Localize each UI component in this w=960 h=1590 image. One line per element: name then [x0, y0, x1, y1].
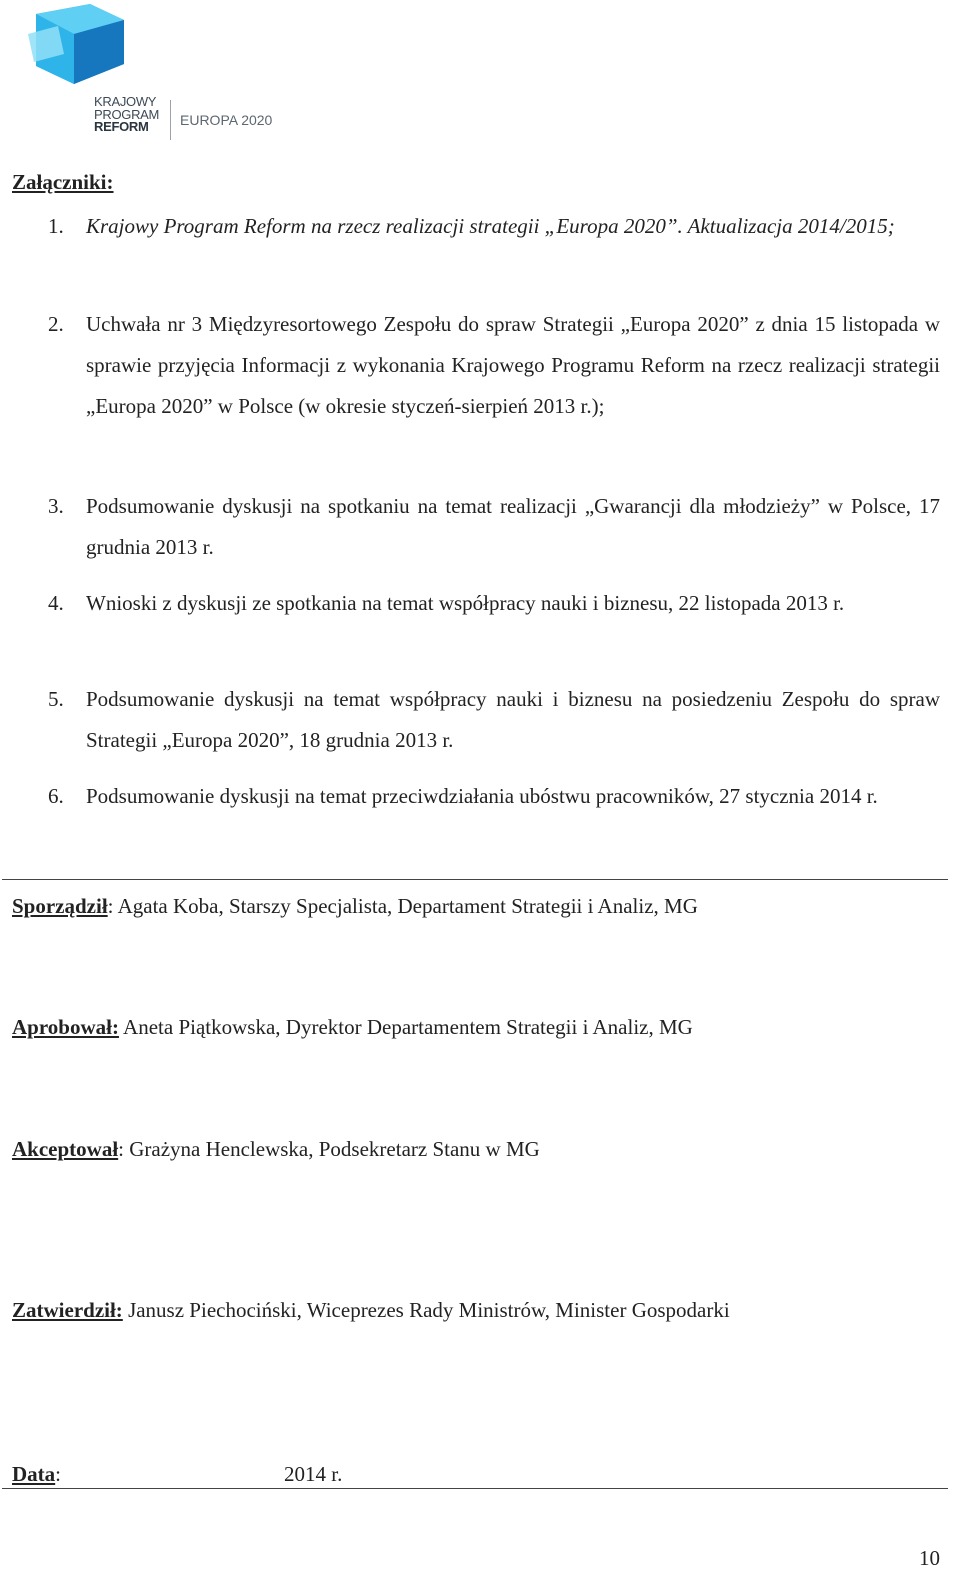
logo-divider — [170, 100, 171, 140]
logo-cube-icon — [28, 4, 138, 99]
list-item: 6. Podsumowanie dyskusji na temat przeciwdziałania ubóstwu pracowników, 27 stycznia 2014 r. — [48, 784, 878, 808]
date-label: Data — [12, 1462, 56, 1486]
approved-by-line — [12, 1015, 693, 1040]
accepted-by-value: : Grażyna Henclewska, Podsekretarz Stanu w MG — [118, 1137, 540, 1161]
list-item: 1. Krajowy Program Reform na rzecz realizacji strategii „Europa 2020”. Aktualizacja 2014/2015; — [48, 214, 895, 238]
list-item: 3. Podsumowanie dyskusji na spotkaniu na temat realizacji „Gwarancji dla młodzieży” w Polsce, 17 grudnia 2013 r. — [48, 494, 940, 559]
date-value: 2014 r. — [284, 1462, 343, 1486]
accepted-by-label: Akceptował — [12, 1137, 119, 1161]
approved-by-label: Aprobował: — [12, 1015, 119, 1039]
approved-by-value: Aneta Piątkowska, Dyrektor Departamentem Strategii i Analiz, MG — [118, 1015, 693, 1039]
footer-divider — [2, 1488, 948, 1489]
list-item: 4. Wnioski z dyskusji ze spotkania na temat współpracy nauki i biznesu, 22 listopada 2013 r. — [48, 591, 845, 615]
prepared-by-value: : Agata Koba, Starszy Specjalista, Departament Strategii i Analiz, MG — [107, 894, 698, 918]
confirmed-by-line — [12, 1298, 730, 1323]
logo-europa-2020: EUROPA 2020 — [180, 112, 273, 128]
krajowy-program-reform-logo — [28, 4, 278, 144]
accepted-by-line — [12, 1137, 540, 1162]
list-item: 5. Podsumowanie dyskusji na temat współpracy nauki i biznesu na posiedzeniu Zespołu do spraw Strategii „Europa 2020”, 18 grudnia 2013 r. — [48, 687, 940, 752]
section-divider — [2, 879, 948, 880]
list-item: 2. Uchwała nr 3 Międzyresortowego Zespołu do spraw Strategii „Europa 2020” z dnia 15 listopada w sprawie przyjęcia Informacji z wykonania Krajowego Programu Reform na rzecz realizacji strategii „Europa 2020” w Polsce (w okresie styczeń-sierpień 2013 r.); — [48, 312, 940, 418]
date-colon: : — [55, 1462, 62, 1486]
attachments-heading: Załączniki: — [12, 170, 114, 194]
page-number: 10 — [919, 1546, 940, 1570]
confirmed-by-label: Zatwierdził: — [12, 1298, 123, 1322]
date-line — [12, 1462, 61, 1487]
confirmed-by-value: Janusz Piechociński, Wiceprezes Rady Ministrów, Minister Gospodarki — [122, 1298, 730, 1322]
logo-wordmark: KRAJOWY PROGRAM REFORM — [94, 94, 160, 134]
prepared-by-label: Sporządził — [12, 894, 108, 918]
prepared-by-line — [12, 894, 698, 919]
